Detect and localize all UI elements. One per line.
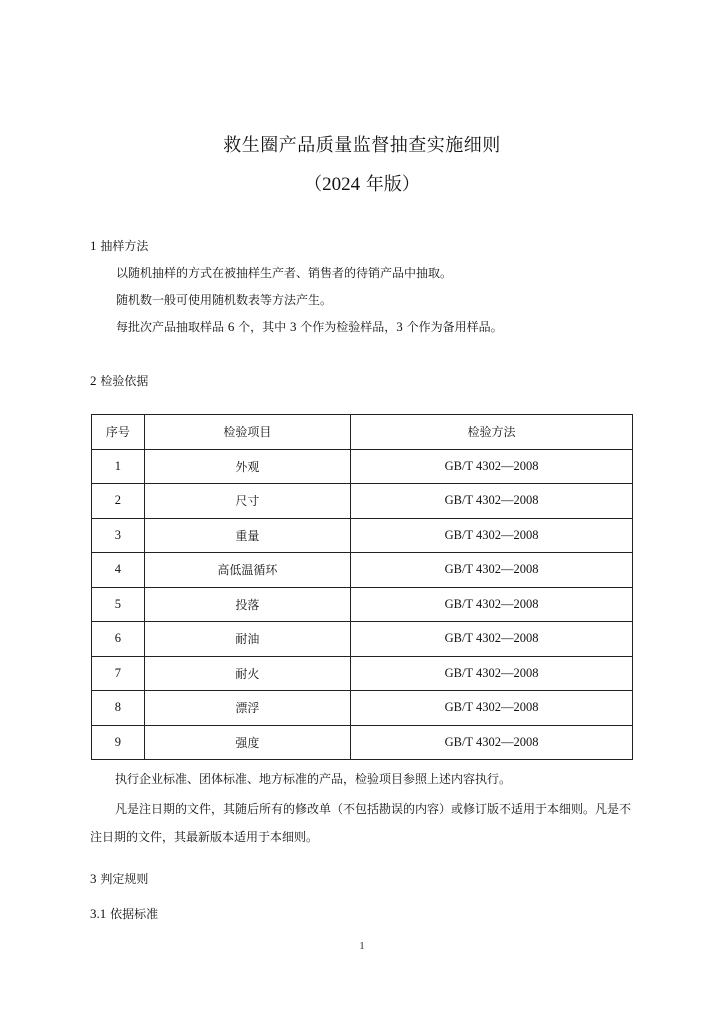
section-1-paragraph-1: 以随机抽样的方式在被抽样生产者、销售者的待销产品中抽取。 bbox=[116, 266, 453, 280]
note-dated-documents: 凡是注日期的文件，其随后所有的修改单（不包括勘误的内容）或修订版不适用于本细则。凡是不注日期的文件，其最新版本适用于本细则。 bbox=[90, 802, 632, 844]
table-row bbox=[92, 725, 633, 760]
cell-item: 投落 bbox=[144, 587, 350, 622]
sample-backup-count: 3 bbox=[396, 319, 403, 334]
page-number: 1 bbox=[359, 940, 365, 952]
sample-inspect-count: 3 bbox=[289, 319, 297, 334]
cell-no: 7 bbox=[92, 656, 145, 691]
cell-no: 5 bbox=[92, 587, 145, 622]
cell-method: GB/T 4302—2008 bbox=[351, 725, 633, 760]
cell-no: 1 bbox=[92, 449, 145, 484]
cell-no: 4 bbox=[92, 553, 145, 588]
sample-text: 个作为备用样品。 bbox=[402, 320, 503, 334]
table-row bbox=[92, 484, 633, 519]
document-title: 救生圈产品质量监督抽查实施细则 bbox=[223, 135, 501, 156]
table-row bbox=[92, 622, 633, 657]
cell-item: 外观 bbox=[144, 449, 350, 484]
table-row bbox=[92, 691, 633, 726]
table-row bbox=[92, 518, 633, 553]
cell-no: 9 bbox=[92, 725, 145, 760]
section-title: 抽样方法 bbox=[100, 239, 149, 253]
cell-no: 3 bbox=[92, 518, 145, 553]
inspection-table bbox=[91, 414, 633, 760]
subtitle-open-paren: （ bbox=[304, 174, 323, 195]
cell-method: GB/T 4302—2008 bbox=[351, 656, 633, 691]
cell-item: 重量 bbox=[144, 518, 350, 553]
sample-total-count: 6 bbox=[227, 319, 235, 334]
section-number: 2 bbox=[90, 373, 97, 388]
cell-item: 强度 bbox=[144, 725, 350, 760]
cell-method: GB/T 4302—2008 bbox=[351, 518, 633, 553]
cell-no: 6 bbox=[92, 622, 145, 657]
cell-no: 2 bbox=[92, 484, 145, 519]
document-subtitle bbox=[0, 170, 724, 196]
header-method: 检验方法 bbox=[351, 415, 633, 450]
section-title: 判定规则 bbox=[100, 872, 149, 886]
cell-method: GB/T 4302—2008 bbox=[351, 449, 633, 484]
header-no: 序号 bbox=[92, 415, 145, 450]
cell-method: GB/T 4302—2008 bbox=[351, 484, 633, 519]
cell-item: 尺寸 bbox=[144, 484, 350, 519]
note-enterprise-standards: 执行企业标准、团体标准、地方标准的产品，检验项目参照上述内容执行。 bbox=[115, 772, 512, 786]
cell-method: GB/T 4302—2008 bbox=[351, 691, 633, 726]
subtitle-close-paren: ） bbox=[401, 174, 420, 195]
table-row bbox=[92, 449, 633, 484]
section-number: 1 bbox=[90, 238, 97, 253]
sample-text: 个，其中 bbox=[234, 320, 290, 334]
cell-no: 8 bbox=[92, 691, 145, 726]
header-item: 检验项目 bbox=[144, 415, 350, 450]
subtitle-year: 2024 bbox=[322, 174, 361, 195]
cell-item: 耐油 bbox=[144, 622, 350, 657]
table-row bbox=[92, 587, 633, 622]
sample-text: 个作为检验样品， bbox=[296, 320, 397, 334]
cell-method: GB/T 4302—2008 bbox=[351, 587, 633, 622]
table-row bbox=[92, 553, 633, 588]
sample-text: 每批次产品抽取样品 bbox=[116, 320, 228, 334]
cell-item: 耐火 bbox=[144, 656, 350, 691]
section-title: 依据标准 bbox=[110, 907, 159, 921]
section-1-sample-line bbox=[116, 318, 503, 335]
cell-method: GB/T 4302—2008 bbox=[351, 622, 633, 657]
section-3-1-heading bbox=[90, 905, 158, 922]
section-1-paragraph-2: 随机数一般可使用随机数表等方法产生。 bbox=[116, 293, 333, 307]
table-header-row bbox=[92, 415, 633, 450]
cell-item: 漂浮 bbox=[144, 691, 350, 726]
section-number: 3.1 bbox=[90, 906, 107, 921]
section-2-heading bbox=[90, 372, 148, 389]
subtitle-suffix: 年版 bbox=[360, 174, 402, 195]
section-title: 检验依据 bbox=[100, 374, 149, 388]
section-1-heading bbox=[90, 237, 148, 254]
cell-item: 高低温循环 bbox=[144, 553, 350, 588]
cell-method: GB/T 4302—2008 bbox=[351, 553, 633, 588]
section-3-heading bbox=[90, 870, 148, 887]
table-row bbox=[92, 656, 633, 691]
section-number: 3 bbox=[90, 871, 97, 886]
